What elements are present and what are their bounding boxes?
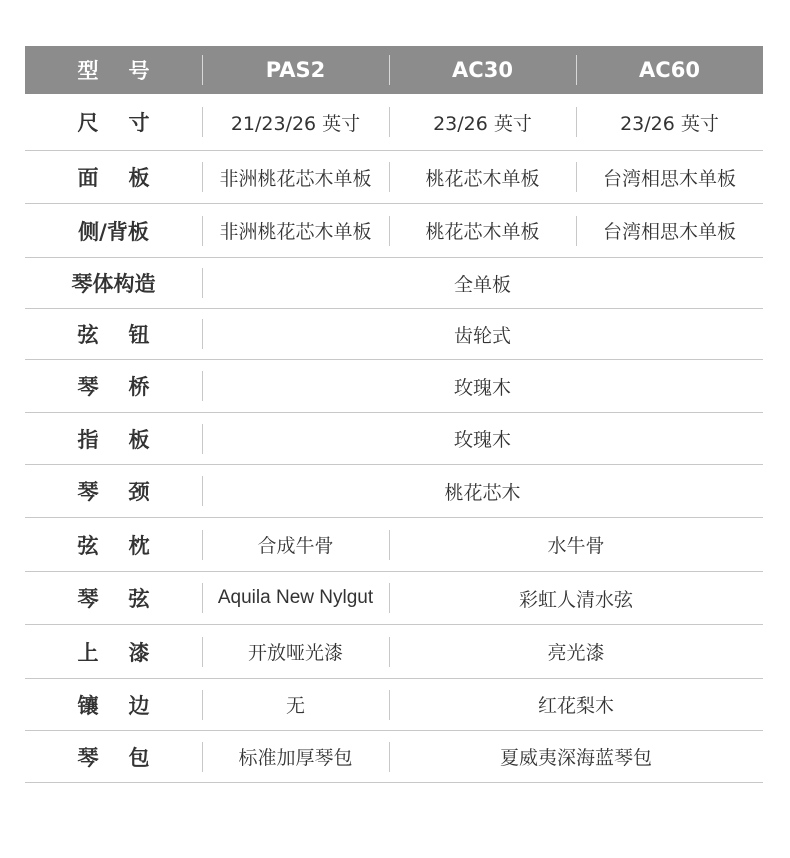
header-label-model	[25, 46, 202, 94]
row-label: 琴体构造	[71, 272, 156, 296]
cell-all-models-value: 玫瑰木	[202, 360, 763, 412]
cell-ac-models-value: 亮光漆	[389, 625, 763, 678]
table-row-neck	[25, 465, 763, 518]
cell-all-models-value: 玫瑰木	[202, 413, 763, 464]
row-label	[25, 309, 202, 359]
row-label-char: 弦	[128, 587, 150, 611]
cell-all-models-value: 全单板	[202, 258, 763, 308]
cell-ac-models-value: 彩虹人清水弦	[389, 572, 763, 624]
header-model-ac30: AC30	[389, 46, 576, 94]
cell-all-models-value: 桃花芯木	[202, 465, 763, 517]
table-header	[25, 46, 763, 94]
row-label	[25, 151, 202, 203]
cell-ac30-value: 桃花芯木单板	[389, 204, 576, 257]
row-label-char: 琴	[77, 480, 99, 504]
row-label-char: 桥	[128, 375, 150, 399]
row-label-char: 面	[77, 166, 99, 190]
table-row-nut	[25, 518, 763, 572]
table-row-bridge	[25, 360, 763, 413]
row-label	[25, 360, 202, 412]
table-row-body-construction	[25, 258, 763, 309]
row-label-char: 镶	[77, 693, 99, 718]
table-row-case	[25, 731, 763, 783]
cell-ac-models-value: 水牛骨	[389, 518, 763, 571]
row-label-char: 板	[128, 427, 150, 452]
row-label	[25, 94, 202, 150]
row-label-char: 枕	[128, 533, 150, 558]
cell-pas2-value: 非洲桃花芯木单板	[202, 204, 389, 257]
row-label-char: 琴	[77, 587, 99, 611]
row-label-char: 尺	[77, 111, 99, 135]
row-label-char: 漆	[128, 640, 150, 665]
row-label-char: 琴	[77, 375, 99, 399]
cell-pas2-value: 无	[202, 679, 389, 730]
table-row-finish	[25, 625, 763, 679]
cell-pas2-value: 标准加厚琴包	[202, 731, 389, 782]
header-label-char: 号	[128, 59, 150, 83]
table-row-size	[25, 94, 763, 151]
cell-pas2-value: 开放哑光漆	[202, 625, 389, 678]
row-label-char: 钮	[128, 323, 150, 347]
row-label-char: 边	[128, 693, 150, 718]
spec-table	[25, 46, 763, 783]
cell-ac60-value: 23/26 英寸	[576, 94, 763, 150]
row-label: 侧/背板	[78, 219, 149, 244]
row-label-char: 包	[128, 745, 150, 770]
row-label-char: 弦	[77, 323, 99, 347]
table-row-tuners	[25, 309, 763, 360]
header-model-pas2: PAS2	[202, 46, 389, 94]
row-label	[25, 731, 202, 782]
cell-ac-models-value: 夏威夷深海蓝琴包	[389, 731, 763, 782]
row-label	[25, 679, 202, 730]
row-label-char: 颈	[128, 480, 150, 504]
row-label-char: 上	[77, 640, 99, 665]
cell-ac60-value: 台湾相思木单板	[576, 204, 763, 257]
table-row-strings	[25, 572, 763, 625]
row-label-char: 寸	[128, 111, 150, 135]
cell-ac30-value: 23/26 英寸	[389, 94, 576, 150]
table-row-binding	[25, 679, 763, 731]
row-label	[25, 625, 202, 678]
row-label	[25, 465, 202, 517]
cell-all-models-value: 齿轮式	[202, 309, 763, 359]
row-label-char: 板	[128, 166, 150, 190]
row-label	[25, 518, 202, 571]
row-label	[25, 572, 202, 624]
table-row-back-sides	[25, 204, 763, 258]
header-label-char: 型	[77, 59, 99, 83]
row-label-char: 指	[77, 427, 99, 452]
cell-pas2-value: 合成牛骨	[202, 518, 389, 571]
header-model-ac60: AC60	[576, 46, 763, 94]
cell-pas2-value: 非洲桃花芯木单板	[202, 151, 389, 203]
cell-ac30-value: 桃花芯木单板	[389, 151, 576, 203]
row-label-char: 弦	[77, 533, 99, 558]
cell-ac60-value: 台湾相思木单板	[576, 151, 763, 203]
table-row-fingerboard	[25, 413, 763, 465]
cell-ac-models-value: 红花梨木	[389, 679, 763, 730]
row-label-char: 琴	[77, 745, 99, 770]
cell-pas2-value: Aquila New Nylgut	[202, 572, 389, 624]
row-label	[25, 413, 202, 464]
table-row-top	[25, 151, 763, 204]
cell-pas2-value: 21/23/26 英寸	[202, 94, 389, 150]
